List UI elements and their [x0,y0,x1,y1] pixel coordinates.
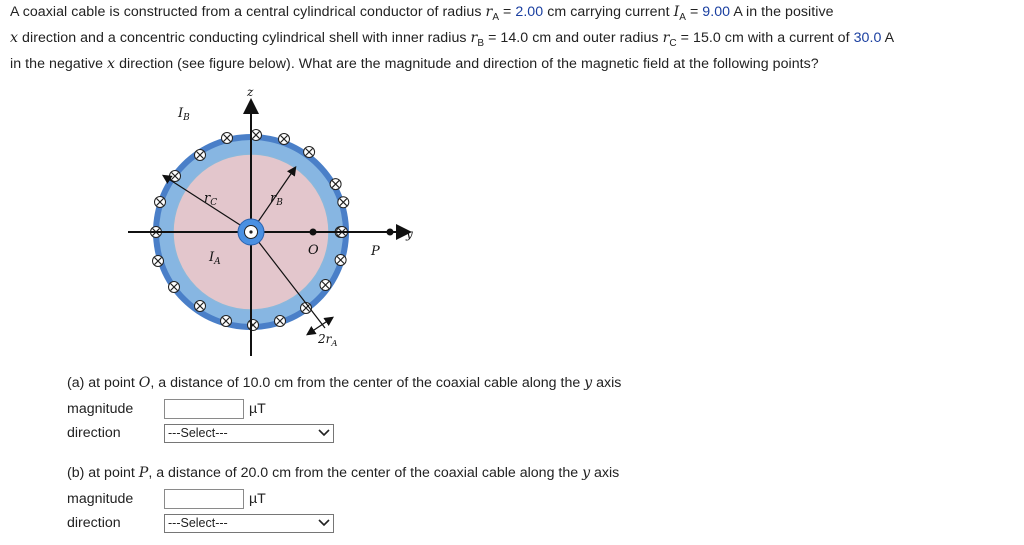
part-b-magnitude-input[interactable] [164,489,244,509]
axis-symbol: y [584,375,593,391]
part-a-question [67,375,621,395]
text: A [881,29,895,46]
text: (b) at point [67,465,139,481]
chevron-down-icon [315,424,333,443]
part-a-direction-select[interactable] [164,424,334,443]
text: in the negative [10,55,108,72]
label-rC: $r_C$ [204,191,218,208]
label-IA: $I_A$ [209,250,221,267]
text: axis [590,465,620,481]
select-value: ---Select--- [168,516,228,530]
select-value: ---Select--- [168,426,228,440]
text: axis [592,375,622,391]
text: = 14.0 cm and outer radius [484,29,663,46]
problem-line-1 [10,2,1020,28]
text: (a) at point [67,375,139,391]
part-a [67,375,621,445]
text: , a distance of 20.0 cm from the center of the coaxial cable along the [148,465,583,481]
sub-A: A [679,11,686,23]
label-IB: $I_B$ [178,106,190,123]
direction-label: direction [67,515,121,531]
part-a-magnitude-input[interactable] [164,399,244,419]
part-b [67,465,619,535]
part-b-direction-row [67,511,619,535]
chevron-down-icon [315,514,333,533]
label-2rA: $2r_A$ [318,332,338,349]
problem-statement [10,2,1020,75]
unit-label: µT [249,401,266,417]
point-P-dot [387,229,394,236]
radius-a-value: 2.00 [515,4,544,20]
part-b-question [67,465,619,485]
text: = [499,4,516,20]
text: direction (see figure below). What are the magnitude and direction of the magnetic field at the following points? [115,55,819,72]
point-O-dot [310,229,317,236]
point-P-symbol: P [138,465,149,481]
unit-label: µT [249,491,266,507]
magnitude-label: magnitude [67,401,134,417]
label-O: O [308,243,319,258]
text: = 15.0 cm with a current of [676,29,854,46]
text: , a distance of 10.0 cm from the center of the coaxial cable along the [150,375,585,391]
part-b-direction-select[interactable] [164,514,334,533]
shell-current-value: 30.0 [853,29,882,46]
sub-B: B [477,37,485,49]
text: = [685,4,703,20]
var-IA: I [673,4,680,20]
text: direction and a concentric conducting cylindrical shell with inner radius [18,29,471,46]
var-rC: r [662,29,670,46]
label-P: P [371,244,380,259]
axis-symbol: y [582,465,591,481]
text: A coaxial cable is constructed from a central cylindrical conductor of radius [10,4,486,20]
point-O-symbol: O [138,375,151,391]
var-x: x [10,29,19,46]
y-axis-label: y [406,227,413,241]
problem-line-3 [10,54,1020,75]
var-rB: r [470,29,478,46]
sub-C: C [669,37,677,49]
label-rB: $r_B$ [270,191,283,208]
direction-label: direction [67,425,121,441]
part-a-magnitude-row [67,397,621,421]
var-rA: r [485,4,493,20]
sub-A: A [492,11,500,23]
text: A in the positive [730,4,834,20]
problem-line-2 [10,28,1020,54]
var-x: x [107,55,116,72]
coaxial-cable-figure [120,80,430,365]
current-a-value: 9.00 [702,4,731,20]
part-a-direction-row [67,421,621,445]
central-current-dot [249,230,252,233]
z-axis-label: z [247,85,254,99]
magnitude-label: magnitude [67,491,134,507]
part-b-magnitude-row [67,487,619,511]
text: cm carrying current [543,4,674,20]
